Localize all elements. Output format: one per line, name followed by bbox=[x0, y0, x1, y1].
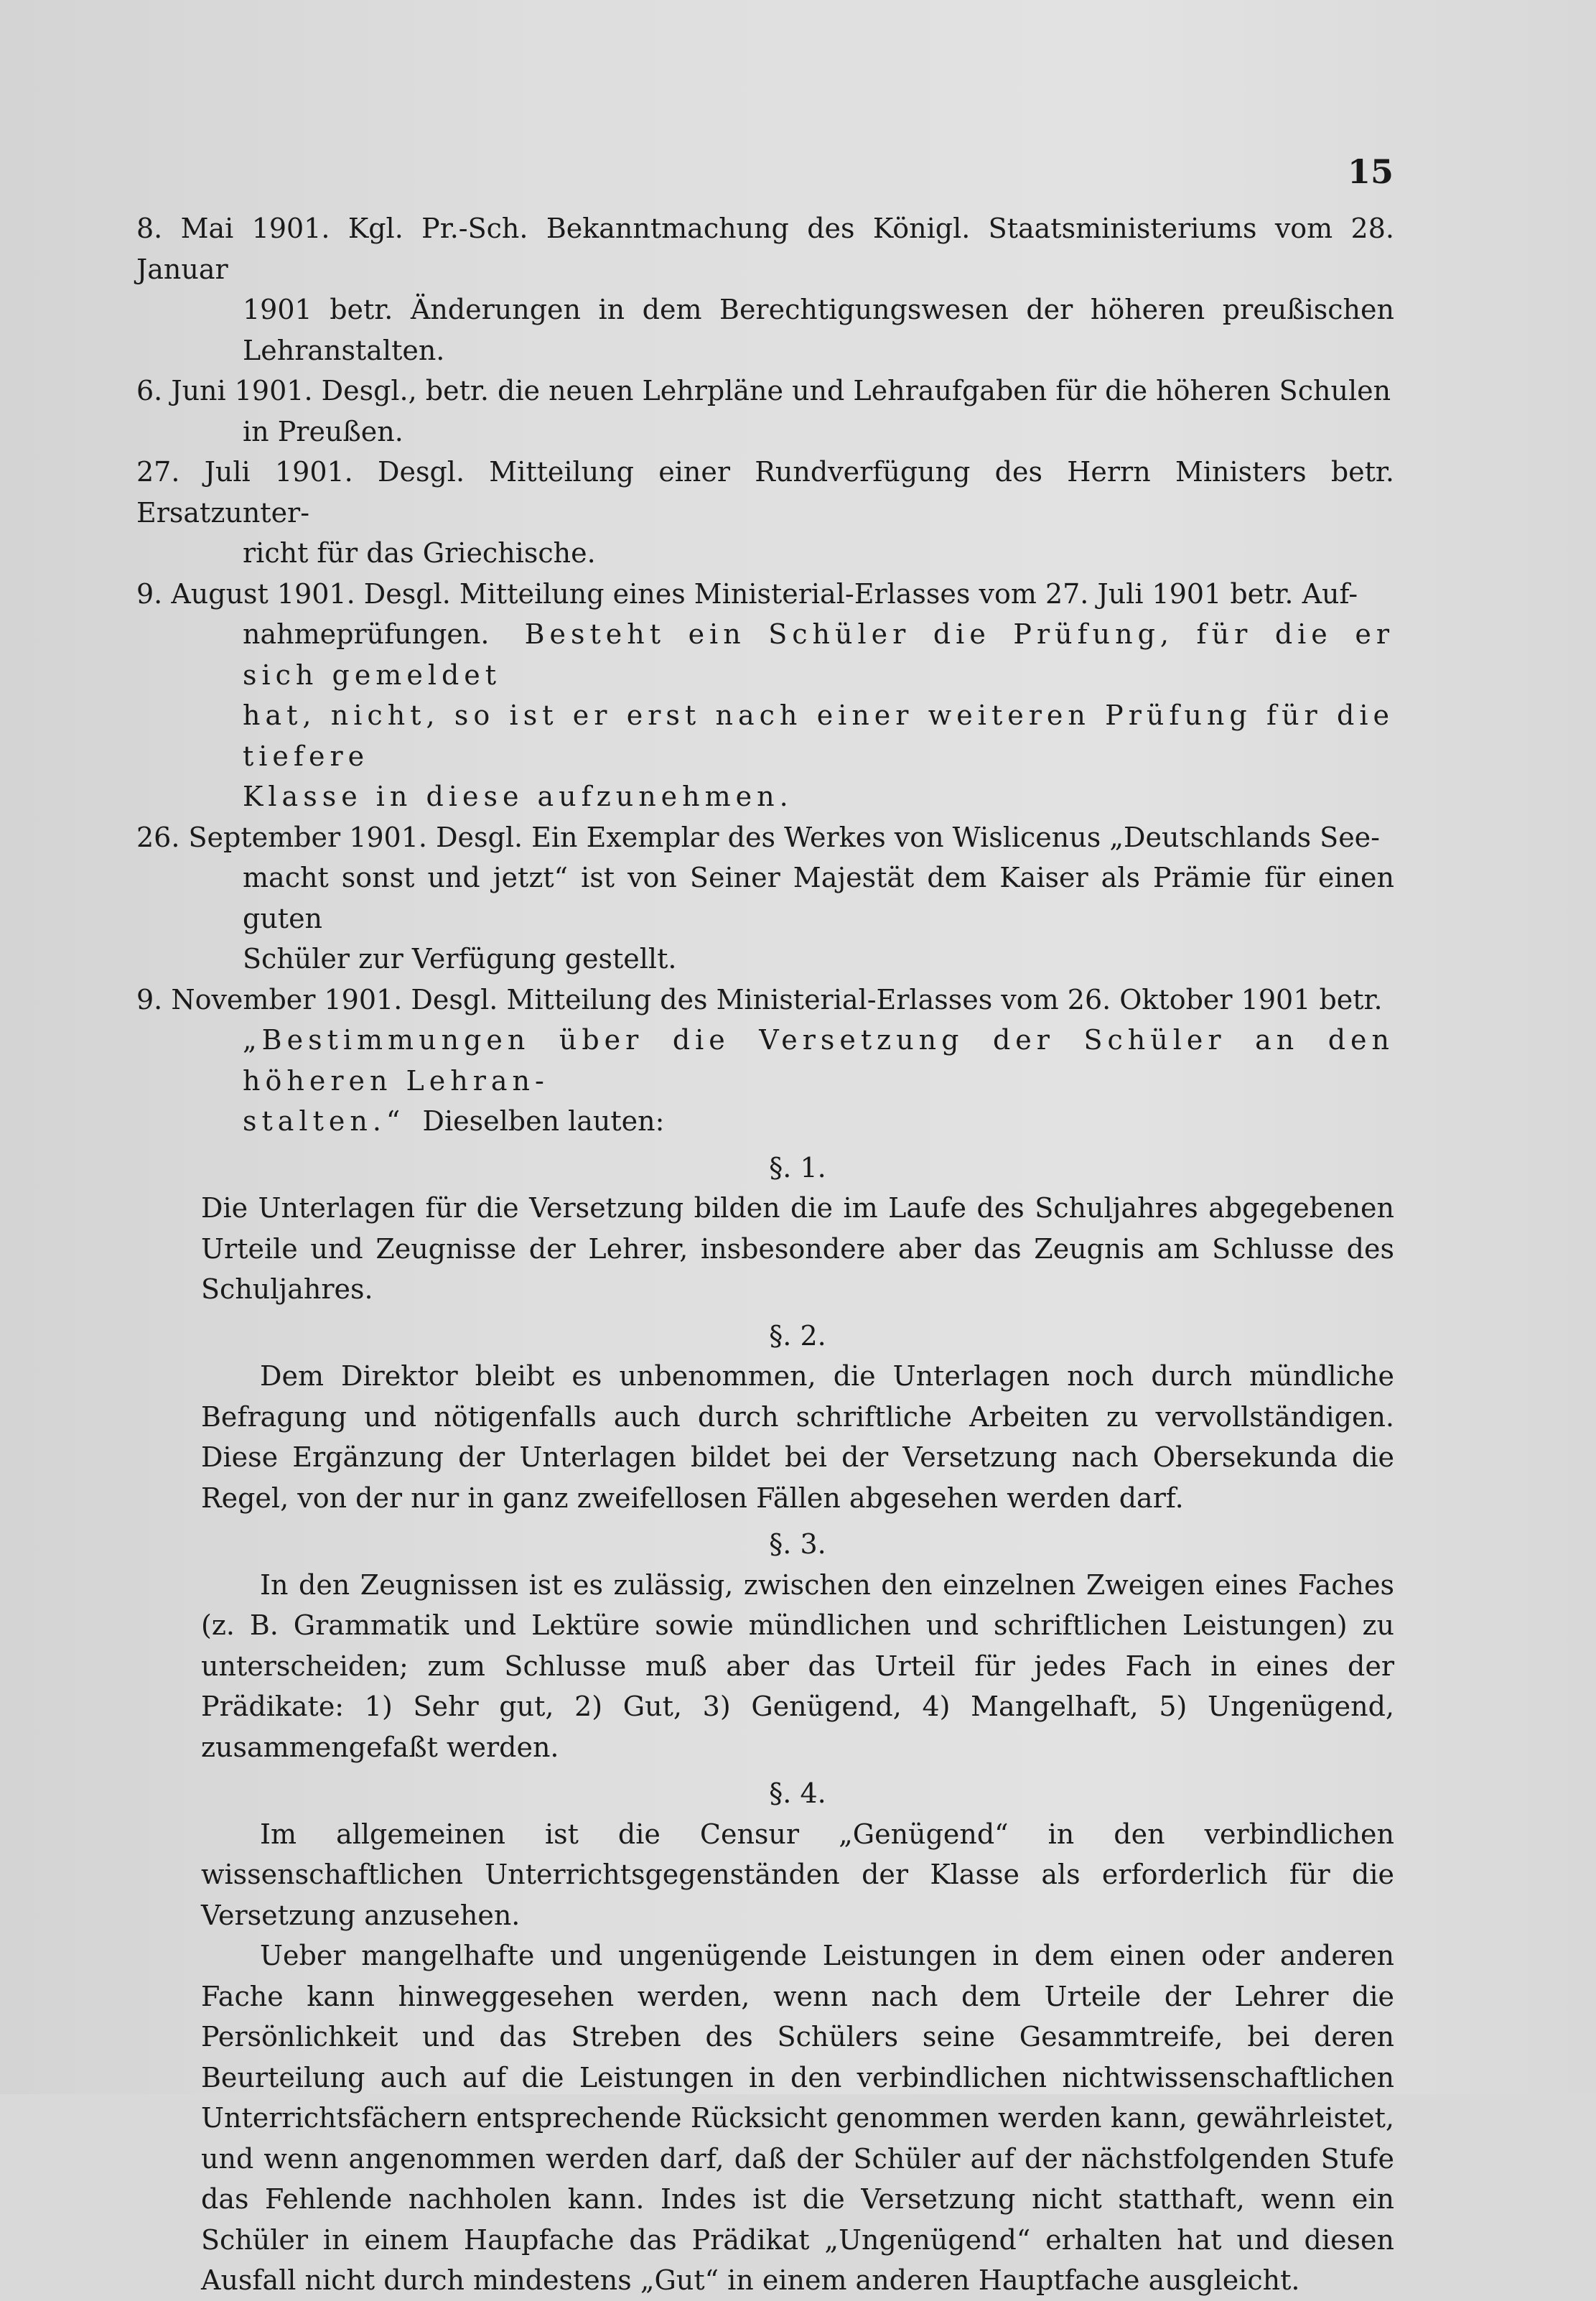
spaced-text: hat, nicht, so ist er erst nach einer weiteren Prüfung für die tiefere bbox=[243, 699, 1394, 772]
section-heading: §. 4. bbox=[769, 1777, 826, 1809]
section-paragraph: Ueber mangelhafte und ungenügende Leistungen in dem einen oder anderen Fache kann hinweggesehen werden, wenn nach dem Urteile der Lehrer die Persönlichkeit und das Streben des Schülers seine Gesammtreife, bei deren Beurteilung auch auf die Leistungen in den verbindlichen nichtwissenschaftlichen Unterrichtsfächern entsprechende Rücksicht genommen werden kann, gewährleistet, und wenn angenommen werden darf, daß der Schüler auf der nächstfolgenden Stufe das Fehlende nachholen kann. Indes ist die Versetzung nicht statthaft, wenn ein Schüler in einem Haupfache das Prädikat „Ungenügend“ erhalten hat und diesen Ausfall nicht durch mindestens „Gut“ in einem anderen Hauptfache ausgleicht. bbox=[201, 1940, 1394, 2296]
spaced-text: Klasse in diese aufzunehmen. bbox=[243, 781, 793, 812]
section-heading: §. 2. bbox=[769, 1319, 826, 1352]
entry-line: 9. August 1901. Desgl. Mitteilung eines Ministerial-Erlasses vom 27. Juli 1901 betr. Auf- bbox=[136, 577, 1358, 610]
entry-line: Dieselben lauten: bbox=[422, 1105, 665, 1137]
decree-entry-3 bbox=[136, 452, 1394, 574]
entry-line: richt für das Griechische. bbox=[243, 537, 596, 569]
spaced-text: „Bestimmungen über die Versetzung der Schüler an den höheren Lehran- bbox=[243, 1024, 1394, 1097]
entry-line: 1901 betr. Änderungen in dem Berechtigungswesen der höheren preußischen Lehranstalten. bbox=[243, 294, 1394, 366]
page-number: 15 bbox=[1347, 152, 1394, 191]
decree-entry-4 bbox=[136, 574, 1394, 817]
section-heading: §. 3. bbox=[769, 1528, 826, 1560]
entry-line-composite bbox=[136, 1101, 1394, 1142]
decree-entry-6 bbox=[136, 980, 1394, 1142]
decree-entry-5 bbox=[136, 817, 1394, 980]
entry-line: 26. September 1901. Desgl. Ein Exemplar des Werkes von Wislicenus „Deutschlands See- bbox=[136, 821, 1381, 853]
decree-entry-1 bbox=[136, 208, 1394, 371]
entry-line: macht sonst und jetzt“ ist von Seiner Majestät dem Kaiser als Prämie für einen guten bbox=[243, 862, 1394, 934]
entry-line: 8. Mai 1901. Kgl. Pr.-Sch. Bekanntmachung des Königl. Staatsministeriums vom 28. Januar bbox=[136, 213, 1394, 285]
page-body bbox=[136, 208, 1394, 2301]
spaced-text: Besteht ein Schüler die Prüfung, für die er sich gemeldet bbox=[243, 618, 1394, 691]
entry-line: nahmeprüfungen. bbox=[243, 618, 490, 650]
entry-line: 6. Juni 1901. Desgl., betr. die neuen Lehrpläne und Lehraufgaben für die höheren Schulen bbox=[136, 375, 1391, 406]
section-paragraph: In den Zeugnissen ist es zulässig, zwischen den einzelnen Zweigen eines Faches (z. B. Grammatik und Lektüre sowie mündlichen und schriftlichen Leistungen) zu unterscheiden; zum Schlusse muß aber das Urteil für jedes Fach in eines der Prädikate: 1) Sehr gut, 2) Gut, 3) Genügend, 4) Mangelhaft, 5) Ungenügend, zusammengefaßt werden. bbox=[201, 1568, 1394, 1763]
entry-line: 27. Juli 1901. Desgl. Mitteilung einer Rundverfügung des Herrn Ministers betr. Ersatzunter- bbox=[136, 456, 1394, 529]
spaced-text: stalten.“ bbox=[243, 1105, 406, 1137]
entry-line: 9. November 1901. Desgl. Mitteilung des Ministerial-Erlasses vom 26. Oktober 1901 betr. bbox=[136, 983, 1383, 1015]
section-heading: §. 1. bbox=[769, 1151, 826, 1184]
entry-line: Schüler zur Verfügung gestellt. bbox=[243, 943, 677, 975]
section-paragraph: Die Unterlagen für die Versetzung bilden die im Laufe des Schuljahres abgegebenen Urteile und Zeugnisse der Lehrer, insbesondere aber das Zeugnis am Schlusse des Schuljahres. bbox=[201, 1192, 1394, 1305]
entry-line-composite bbox=[136, 614, 1394, 695]
section-paragraph: Im allgemeinen ist die Censur „Genügend“ in den verbindlichen wissenschaftlichen Unterrichtsgegenständen der Klasse als erforderlich für die Versetzung anzusehen. bbox=[201, 1818, 1394, 1931]
decree-entry-2 bbox=[136, 371, 1394, 452]
entry-line: in Preußen. bbox=[243, 415, 403, 447]
section-paragraph: Dem Direktor bleibt es unbenommen, die Unterlagen noch durch mündliche Befragung und nötigenfalls auch durch schriftliche Arbeiten zu vervollständigen. Diese Ergänzung der Unterlagen bildet bei der Versetzung nach Obersekunda die Regel, von der nur in ganz zweifellosen Fällen abgesehen werden darf. bbox=[201, 1360, 1394, 1514]
regulations-block bbox=[136, 1148, 1394, 2301]
